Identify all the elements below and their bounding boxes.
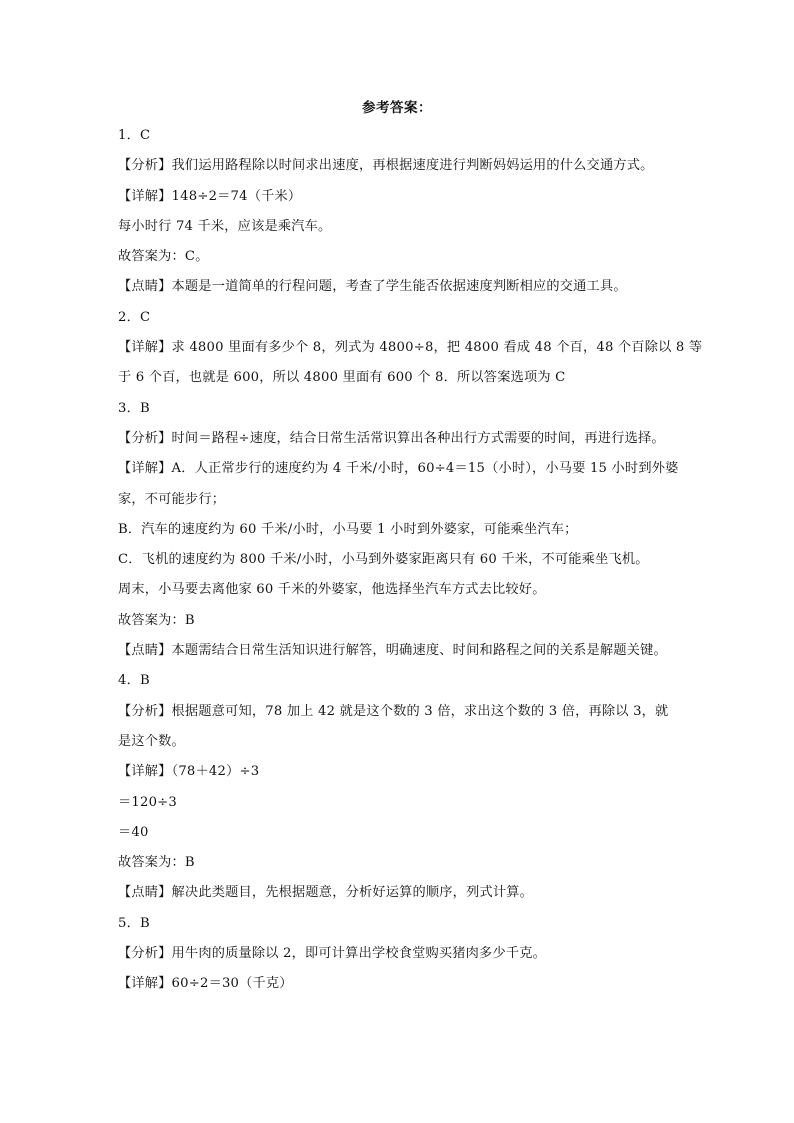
answer-content bbox=[118, 121, 703, 1000]
answer-number-4: 4．B bbox=[118, 673, 150, 689]
text-line: 周末，小马要去离他家 60 千米的外婆家，他选择坐汽车方式去比较好。 bbox=[118, 582, 546, 598]
comment-line: 【点睛】解决此类题目，先根据题意，分析好运算的顺序，列式计算。 bbox=[118, 885, 534, 901]
text-line: 是这个数。 bbox=[118, 733, 185, 749]
answer-key-title: 参考答案： bbox=[362, 100, 432, 116]
detail-line: 【详解】A．人正常步行的速度约为 4 千米/小时，60÷4＝15（小时），小马要 15 小时到外婆 bbox=[118, 461, 679, 477]
equation-line: ＝120÷3 bbox=[118, 794, 177, 810]
answer-number-3: 3．B bbox=[118, 400, 150, 416]
answer-line: 故答案为：B bbox=[118, 855, 195, 871]
detail-line: 【详解】148÷2＝74（千米） bbox=[118, 188, 302, 204]
comment-line: 【点睛】本题需结合日常生活知识进行解答，明确速度、时间和路程之间的关系是解题关键。 bbox=[118, 643, 667, 659]
detail-line: 【详解】（78＋42）÷3 bbox=[118, 764, 260, 780]
text-line: 于 6 个百，也就是 600，所以 4800 里面有 600 个 8．所以答案选项为 C bbox=[118, 370, 566, 386]
analysis-line: 【分析】我们运用路程除以时间求出速度，再根据速度进行判断妈妈运用的什么交通方式。 bbox=[118, 158, 654, 174]
answer-number-1: 1．C bbox=[118, 128, 151, 143]
comment-line: 【点睛】本题是一道简单的行程问题，考查了学生能否依据速度判断相应的交通工具。 bbox=[118, 279, 627, 295]
text-line: 家，不可能步行； bbox=[118, 491, 226, 507]
equation-line: ＝40 bbox=[118, 824, 149, 840]
text-line: B．汽车的速度约为 60 千米/小时，小马要 1 小时到外婆家，可能乘坐汽车； bbox=[118, 521, 578, 537]
analysis-line: 【分析】根据题意可知，78 加上 42 就是这个数的 3 倍，求出这个数的 3 倍，再除以 3，就 bbox=[118, 703, 669, 719]
text-line: 每小时行 74 千米，应该是乘汽车。 bbox=[118, 218, 332, 234]
answer-number-2: 2．C bbox=[118, 309, 151, 325]
answer-line: 故答案为：B bbox=[118, 612, 195, 628]
detail-line: 【详解】求 4800 里面有多少个 8，列式为 4800÷8，把 4800 看成 48 个百，48 个百除以 8 等 bbox=[118, 340, 703, 356]
detail-line: 【详解】60÷2＝30（千克） bbox=[118, 976, 293, 992]
answer-number-5: 5．B bbox=[118, 915, 150, 931]
analysis-line: 【分析】用牛肉的质量除以 2，即可计算出学校食堂购买猪肉多少千克。 bbox=[118, 946, 546, 962]
answer-line: 故答案为：C。 bbox=[118, 249, 209, 265]
text-line: C．飞机的速度约为 800 千米/小时，小马到外婆家距离只有 60 千米，不可能乘坐飞机。 bbox=[118, 552, 649, 568]
analysis-line: 【分析】时间＝路程÷速度，结合日常生活常识算出各种出行方式需要的时间，再进行选择。 bbox=[118, 430, 665, 446]
